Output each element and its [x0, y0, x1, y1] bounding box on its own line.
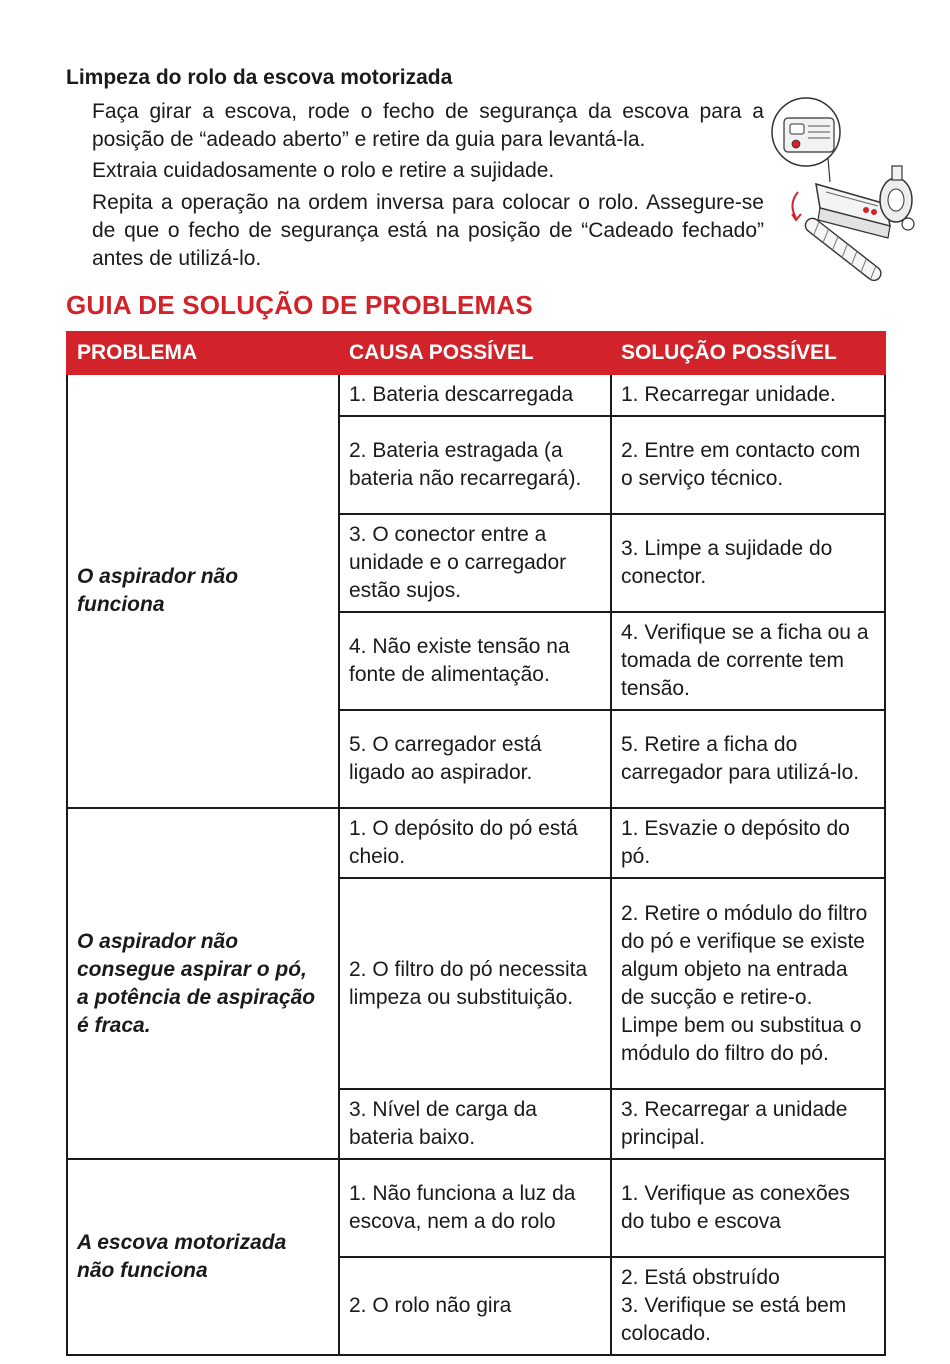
- troubleshooting-title: GUIA DE SOLUÇÃO DE PROBLEMAS: [66, 290, 533, 320]
- problem-cell: O aspirador não consegue aspirar o pó, a potência de aspiração é fraca.: [67, 808, 339, 1159]
- cleaning-heading: Limpeza do rolo da escova motorizada: [66, 66, 453, 89]
- cleaning-step-1: Faça girar a escova, rode o fecho de segurança da escova para a posição de “adeado aberto” e retire da guia para levantá-la.: [92, 100, 764, 151]
- solution-cell: 1. Recarregar unidade.: [611, 374, 885, 416]
- cause-cell: 1. Não funciona a luz da escova, nem a do rolo: [339, 1159, 611, 1257]
- cause-cell: 2. O filtro do pó necessita limpeza ou substituição.: [339, 878, 611, 1089]
- motorized-brush-roller-illustration: [768, 96, 918, 284]
- cause-cell: 4. Não existe tensão na fonte de alimentação.: [339, 612, 611, 710]
- header-problem: PROBLEMA: [67, 332, 339, 374]
- table-row: [67, 808, 885, 878]
- solution-cell: 3. Recarregar a unidade principal.: [611, 1089, 885, 1159]
- cause-cell: 1. O depósito do pó está cheio.: [339, 808, 611, 878]
- cause-cell: 2. Bateria estragada (a bateria não recarregará).: [339, 416, 611, 514]
- header-solution: SOLUÇÃO POSSÍVEL: [611, 332, 885, 374]
- cause-cell: 2. O rolo não gira: [339, 1257, 611, 1355]
- table-header-row: [67, 332, 885, 374]
- problem-cell: O aspirador não funciona: [67, 374, 339, 808]
- solution-cell: 2. Entre em contacto com o serviço técnico.: [611, 416, 885, 514]
- problem-cell: A escova motorizada não funciona: [67, 1159, 339, 1355]
- table-row: [67, 1159, 885, 1257]
- header-cause: CAUSA POSSÍVEL: [339, 332, 611, 374]
- table-row: [67, 374, 885, 416]
- solution-cell: 1. Esvazie o depósito do pó.: [611, 808, 885, 878]
- solution-cell: 3. Limpe a sujidade do conector.: [611, 514, 885, 612]
- troubleshooting-table: [66, 331, 886, 1356]
- solution-cell: 5. Retire a ficha do carregador para utilizá-lo.: [611, 710, 885, 808]
- solution-cell: 2. Está obstruído 3. Verifique se está bem colocado.: [611, 1257, 885, 1355]
- solution-cell: 1. Verifique as conexões do tubo e escova: [611, 1159, 885, 1257]
- solution-cell: 2. Retire o módulo do filtro do pó e verifique se existe algum objeto na entrada de sucção e retire-o. Limpe bem ou substitua o módulo do filtro do pó.: [611, 878, 885, 1089]
- cause-cell: 3. O conector entre a unidade e o carregador estão sujos.: [339, 514, 611, 612]
- cause-cell: 5. O carregador está ligado ao aspirador.: [339, 710, 611, 808]
- cause-cell: 3. Nível de carga da bateria baixo.: [339, 1089, 611, 1159]
- cleaning-step-3: Repita a operação na ordem inversa para colocar o rolo. Assegure-se de que o fecho de segurança está na posição de “Cadeado fechado” antes de utilizá-lo.: [92, 191, 764, 270]
- cause-cell: 1. Bateria descarregada: [339, 374, 611, 416]
- cleaning-step-2: Extraia cuidadosamente o rolo e retire a sujidade.: [92, 159, 555, 182]
- solution-cell: 4. Verifique se a ficha ou a tomada de corrente tem tensão.: [611, 612, 885, 710]
